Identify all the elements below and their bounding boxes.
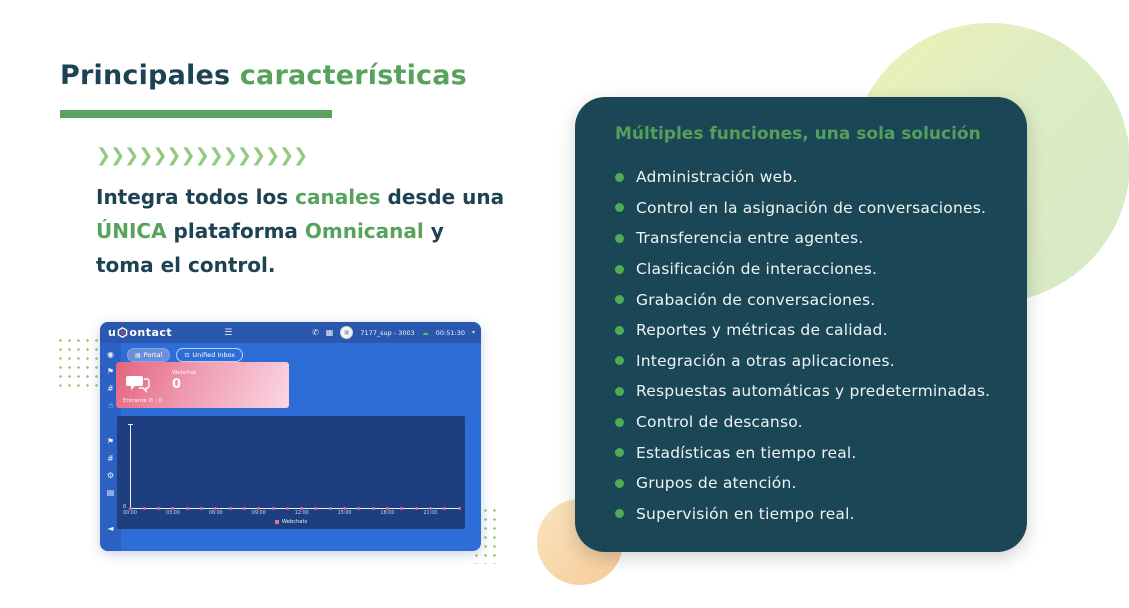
feature-text: Control en la asignación de conversaciones. xyxy=(636,198,987,217)
feature-text: Estadísticas en tiempo real. xyxy=(636,443,857,462)
feature-item xyxy=(615,499,997,530)
chevron-down-icon[interactable]: ▾ xyxy=(471,329,475,336)
x-tick-label: 03:00 xyxy=(165,511,180,516)
features-panel xyxy=(575,97,1027,552)
data-point-09:00 xyxy=(257,507,260,510)
tab-label: Portal xyxy=(143,351,163,359)
bullet-icon xyxy=(615,173,624,182)
bullet-icon xyxy=(615,326,624,335)
feature-item xyxy=(615,468,997,499)
feature-text: Respuestas automáticas y predeterminadas. xyxy=(636,382,991,401)
legend-swatch-webchats xyxy=(275,520,279,524)
webchat-kpi-card[interactable] xyxy=(116,362,289,408)
bullet-icon xyxy=(615,356,624,365)
flag-icon[interactable]: ⚑ xyxy=(106,437,115,446)
intro-highlight: Omnicanal xyxy=(304,219,424,243)
data-point-03:00 xyxy=(171,507,174,510)
agent-id-label: 7177_sup - 3003 xyxy=(360,328,415,337)
tab-portal[interactable] xyxy=(127,348,170,362)
topbar-right xyxy=(312,326,475,339)
data-point-11:00 xyxy=(286,507,289,510)
feature-item xyxy=(615,376,997,407)
data-point-00:00 xyxy=(129,507,132,510)
report-file-icon[interactable]: ▤ xyxy=(106,488,115,497)
title-underline xyxy=(60,110,332,118)
data-point-18:00 xyxy=(386,507,389,510)
chevron-arrows-icon: ❯❯❯❯❯❯❯❯❯❯❯❯❯❯❯ xyxy=(96,145,308,166)
feature-text: Transferencia entre agentes. xyxy=(636,229,864,248)
feature-item xyxy=(615,193,997,224)
page-title xyxy=(60,60,467,91)
tab-label: Unified Inbox xyxy=(192,351,236,359)
bullet-icon xyxy=(615,265,624,274)
webchats-chart xyxy=(117,416,465,529)
data-point-02:00 xyxy=(157,507,160,510)
menu-hamburger-icon[interactable]: ☰ xyxy=(224,327,233,338)
data-point-10:00 xyxy=(272,507,275,510)
feature-text: Grupos de atención. xyxy=(636,474,797,493)
bullet-icon xyxy=(615,234,624,243)
portal-icon: ▤ xyxy=(135,351,141,359)
agent-icon[interactable]: ◉ xyxy=(107,350,114,359)
data-point-07:00 xyxy=(229,507,232,510)
intro-text: plataforma xyxy=(166,219,305,243)
phone-icon[interactable]: ✆ xyxy=(312,328,319,337)
feature-item xyxy=(615,346,997,377)
data-point-19:00 xyxy=(400,507,403,510)
intro-highlight: canales xyxy=(295,185,381,209)
feature-item xyxy=(615,437,997,468)
data-point-13:00 xyxy=(314,507,317,510)
data-point-15:00 xyxy=(343,507,346,510)
data-point-21:00 xyxy=(429,507,432,510)
feature-item xyxy=(615,162,997,193)
feature-text: Reportes y métricas de calidad. xyxy=(636,321,888,340)
intro-line xyxy=(96,248,556,282)
hash-icon[interactable]: # xyxy=(107,454,114,463)
webchat-label: Webchat xyxy=(172,370,197,376)
campaign-flag-icon[interactable]: ⚑ xyxy=(106,367,115,376)
intro-line xyxy=(96,214,556,248)
channels-icon[interactable]: # xyxy=(107,384,114,393)
announce-icon[interactable]: ◄ xyxy=(107,524,114,533)
data-point-23:00 xyxy=(458,507,461,510)
quality-icon[interactable]: ☝ xyxy=(108,401,113,410)
ucontact-logo xyxy=(108,326,172,339)
feature-text: Supervisión en tiempo real. xyxy=(636,504,855,523)
feature-text: Clasificación de interacciones. xyxy=(636,260,878,279)
x-tick-label: 21:00 xyxy=(423,511,438,516)
x-tick-label: 00:00 xyxy=(123,511,137,516)
intro-text: y xyxy=(423,219,444,243)
page-title-dark: Principales xyxy=(60,60,231,91)
chat-keyboard-icon[interactable]: ▦ xyxy=(325,328,334,337)
brand-suffix: ontact xyxy=(129,326,173,339)
data-point-14:00 xyxy=(329,507,332,510)
bullet-icon xyxy=(615,418,624,427)
x-tick-label: 15:00 xyxy=(337,511,352,516)
data-point-16:00 xyxy=(357,507,360,510)
data-point-01:00 xyxy=(143,507,146,510)
settings-icon[interactable]: ⚙ xyxy=(106,471,115,480)
legend-label-webchats: Webchats xyxy=(281,519,308,525)
x-axis xyxy=(130,508,459,509)
feature-item xyxy=(615,284,997,315)
feature-item xyxy=(615,315,997,346)
y-origin-label: 0 xyxy=(123,504,127,510)
intro-text: toma el control. xyxy=(96,253,276,277)
data-point-08:00 xyxy=(243,507,246,510)
x-tick-label: 18:00 xyxy=(380,511,395,516)
feature-item xyxy=(615,407,997,438)
chat-bubbles-icon xyxy=(126,373,150,393)
brand-prefix: u xyxy=(108,326,117,339)
hexagon-logo-icon xyxy=(117,327,128,338)
bullet-icon xyxy=(615,387,624,396)
bullet-icon xyxy=(615,479,624,488)
bullet-icon xyxy=(615,448,624,457)
feature-text: Control de descanso. xyxy=(636,413,803,432)
avatar[interactable]: ▣ xyxy=(340,326,353,339)
status-cloud-icon: ☁ xyxy=(421,328,429,337)
intro-paragraph xyxy=(96,180,556,282)
feature-text: Grabación de conversaciones. xyxy=(636,290,876,309)
webchat-incoming-label: Entrante ✆ : 0 xyxy=(123,398,162,404)
intro-text: Integra todos los xyxy=(96,185,296,209)
session-timer: 00:51:30 xyxy=(435,328,465,337)
decor-dot-grid-left xyxy=(56,336,103,390)
data-point-22:00 xyxy=(443,507,446,510)
bullet-icon xyxy=(615,203,624,212)
app-topbar xyxy=(100,322,481,343)
chart-legend xyxy=(117,519,465,525)
page-title-green: características xyxy=(239,60,467,91)
tab-unified-inbox[interactable] xyxy=(176,348,243,362)
intro-text: desde una xyxy=(380,185,505,209)
x-tick-label: 09:00 xyxy=(251,511,266,516)
feature-text: Administración web. xyxy=(636,168,798,187)
app-tab-row xyxy=(127,348,243,362)
feature-item xyxy=(615,223,997,254)
webchat-count: 0 xyxy=(172,377,182,392)
data-point-06:00 xyxy=(214,507,217,510)
data-point-04:00 xyxy=(186,507,189,510)
intro-highlight: ÚNICA xyxy=(96,219,167,243)
y-axis xyxy=(130,424,131,508)
features-heading: Múltiples funciones, una sola solución xyxy=(615,124,981,144)
data-point-17:00 xyxy=(372,507,375,510)
data-point-12:00 xyxy=(300,507,303,510)
bullet-icon xyxy=(615,509,624,518)
x-tick-label: 06:00 xyxy=(208,511,223,516)
data-point-20:00 xyxy=(415,507,418,510)
features-list xyxy=(615,162,997,529)
ucontact-screenshot xyxy=(100,322,481,551)
feature-item xyxy=(615,254,997,285)
x-tick-label: 12:00 xyxy=(294,511,309,516)
feature-text: Integración a otras aplicaciones. xyxy=(636,351,895,370)
data-point-05:00 xyxy=(200,507,203,510)
intro-line xyxy=(96,180,556,214)
bullet-icon xyxy=(615,295,624,304)
unified-inbox-icon: ⊡ xyxy=(184,351,190,359)
